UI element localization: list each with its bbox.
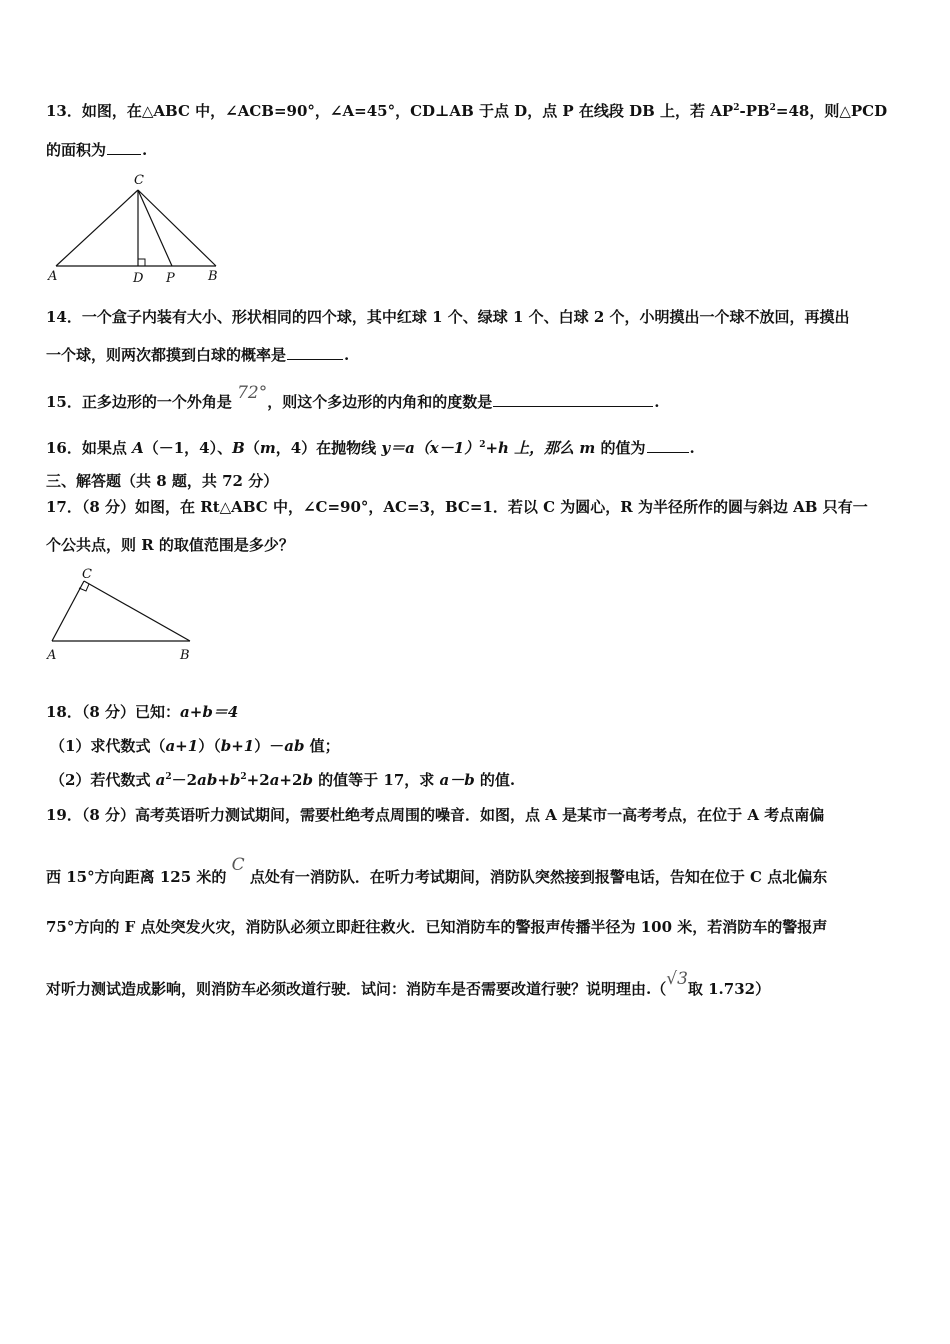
label-c: C: [134, 173, 144, 188]
triangle-pcd-diagram: [44, 166, 234, 290]
q19-line3: 75°方向的 F 点处突发火灾，消防队必须立即赶往救火．已知消防车的警报声传播半径为 100 米，若消防车的警报声: [46, 918, 828, 936]
q13-line2: 的面积为 .: [46, 141, 148, 159]
label-b: B: [208, 269, 218, 284]
answer-blank: [287, 345, 343, 360]
label-d: D: [133, 271, 144, 286]
q13-figure: [44, 166, 234, 294]
q14-line2: 一个球，则两次都摸到白球的概率是 .: [46, 346, 350, 364]
right-triangle-diagram: [44, 563, 204, 667]
q17-line1: 17．（8 分）如图，在 Rt△ABC 中，∠C=90°，AC=3，BC=1．若以 C 为圆心，R 为半径所作的圆与斜边 AB 只有一: [46, 498, 868, 516]
answer-blank: [647, 438, 689, 453]
q19-line1: 19．（8 分）高考英语听力测试期间，需要杜绝考点周围的噪音．如图，点 A 是某市一高考考点，在位于 A 考点南偏: [46, 806, 825, 824]
q13-line1: 13．如图，在△ABC 中，∠ACB=90°，∠A=45°，CD⊥AB 于点 D，点 P 在线段 DB 上，若 $AP^2-PB^2=48$，则△PCD: [46, 102, 888, 120]
q18-sub2: （2）若代数式 $a^2-2ab+b^2+2a+2b$ 的值等于 17，求 a－b 的值.: [50, 771, 516, 789]
segment-cb: [138, 190, 216, 266]
q15-line: 15．正多边形的一个外角是 72°，则这个多边形的内角和的度数是 .: [46, 383, 660, 411]
q18-line1: 18．（8 分）已知：a+b＝4: [46, 703, 239, 721]
label-c: C: [82, 567, 92, 582]
q17-line2: 个公共点，则 R 的取值范围是多少？: [46, 536, 294, 554]
segment-cp: [138, 190, 172, 266]
q19-line4: 对听力测试造成影响，则消防车必须改道行驶．试问：消防车是否需要改道行驶？说明理由.（√3取 1.732）: [46, 969, 771, 998]
answer-blank: [107, 140, 141, 155]
segment-cb: [84, 581, 190, 641]
q17-figure: [44, 563, 204, 671]
q19-line2: 西 15°方向距离 125 米的 C 点处有一消防队．在听力考试期间，消防队突然接到报警电话，告知在位于 C 点北偏东: [46, 855, 828, 886]
q18-sub1: （1）求代数式（a+1）（b+1）－ab 值；: [50, 737, 340, 755]
label-b: B: [180, 648, 190, 663]
label-a: A: [48, 269, 58, 284]
segment-ac: [56, 190, 138, 266]
section-heading: 三、解答题（共 8 题，共 72 分）: [46, 472, 279, 490]
q16-line: 16．如果点 A（－1，4）、B（m，4）在抛物线 $y=a(x-1)^2+h$ 上，那么 m 的值为 .: [46, 439, 695, 457]
angle-72: 72°: [237, 383, 268, 403]
point-c: C: [231, 855, 245, 875]
right-angle-mark: [138, 259, 145, 266]
label-p: P: [166, 271, 175, 286]
answer-blank: [493, 392, 653, 407]
sqrt-3: √3: [666, 969, 688, 989]
label-a: A: [47, 648, 57, 663]
segment-ac: [52, 581, 84, 641]
q14-line1: 14．一个盒子内装有大小、形状相同的四个球，其中红球 1 个、绿球 1 个、白球 2 个，小明摸出一个球不放回，再摸出: [46, 308, 850, 326]
